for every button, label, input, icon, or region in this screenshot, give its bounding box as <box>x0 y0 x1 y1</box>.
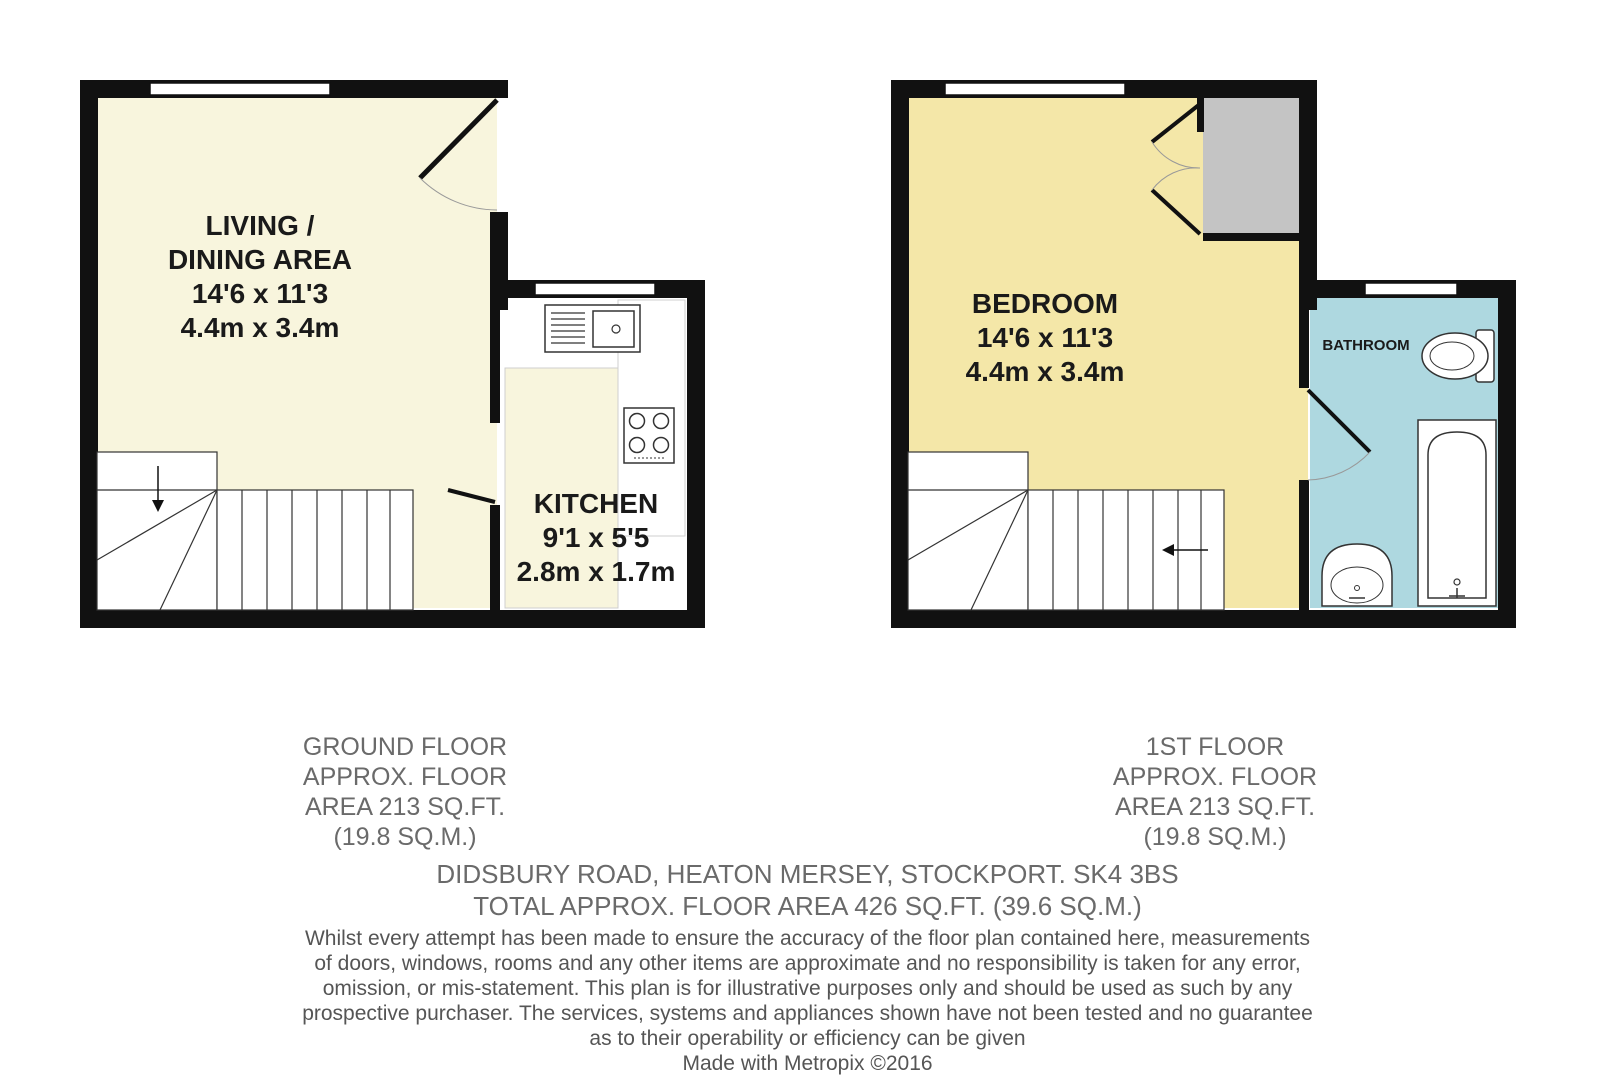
disclaimer-line: Whilst every attempt has been made to ensure the accuracy of the floor plan contained here, measurements <box>304 927 1311 950</box>
cupboard <box>1203 97 1308 233</box>
ground-floor-plan <box>80 80 705 628</box>
kitchen-window <box>535 283 655 295</box>
property-address: DIDSBURY ROAD, HEATON MERSEY, STOCKPORT. SK4 3BS <box>436 859 1179 889</box>
disclaimer-line: as to their operability or efficiency can be given <box>589 1027 1026 1050</box>
bathroom-name: BATHROOM <box>1322 337 1410 354</box>
ground-floor-caption-line: GROUND FLOOR <box>302 733 508 761</box>
disclaimer <box>0 926 1615 1076</box>
hob <box>624 408 674 463</box>
living-area-dims-imperial: 14'6 x 11'3 <box>191 278 329 309</box>
first-wall-bottom <box>891 610 1516 628</box>
kitchen-name: KITCHEN <box>533 488 659 519</box>
first-window-top <box>945 83 1125 95</box>
total-floor-area: TOTAL APPROX. FLOOR AREA 426 SQ.FT. (39.6 SQ.M.) <box>473 891 1142 921</box>
living-area-dims-metric: 4.4m x 3.4m <box>180 312 340 343</box>
first-floor-plan <box>891 80 1516 628</box>
ground-window-top <box>150 83 330 95</box>
first-floor-caption-line: 1ST FLOOR <box>1145 733 1285 761</box>
sink <box>545 305 640 352</box>
first-wall-right-upper <box>1299 80 1317 310</box>
ground-floor-caption-line: APPROX. FLOOR <box>302 763 508 791</box>
kitchen-wall-right <box>687 280 705 628</box>
bedroom-name: BEDROOM <box>971 288 1119 319</box>
kitchen-dims-imperial: 9'1 x 5'5 <box>542 522 650 553</box>
disclaimer-line: omission, or mis-statement. This plan is for illustrative purposes only and should be used as such by any <box>322 977 1293 1000</box>
kitchen-partition <box>490 298 500 423</box>
living-area-name-line1: LIVING / <box>205 210 315 241</box>
first-floor-caption <box>1030 732 1400 852</box>
bathtub <box>1418 420 1496 606</box>
ground-wall-left <box>80 80 98 628</box>
bathroom-window <box>1365 283 1457 295</box>
credit-line: Made with Metropix ©2016 <box>682 1052 933 1075</box>
disclaimer-line: prospective purchaser. The services, systems and appliances shown have not been tested and no guarantee <box>302 1002 1313 1025</box>
bedroom-dims-metric: 4.4m x 3.4m <box>965 356 1125 387</box>
first-floor-caption-line: (19.8 SQ.M.) <box>1143 823 1287 851</box>
kitchen-dims-metric: 2.8m x 1.7m <box>516 556 676 587</box>
cupboard-wall-left-top <box>1197 97 1204 132</box>
kitchen-partition-lower <box>490 505 500 610</box>
ground-floor-caption-line: (19.8 SQ.M.) <box>333 823 477 851</box>
bathroom-wall-right <box>1498 280 1516 628</box>
bathroom-partition-upper <box>1299 298 1309 388</box>
disclaimer-line: of doors, windows, rooms and any other items are approximate and no responsibility is taken for any error, <box>314 952 1301 975</box>
first-wall-left <box>891 80 909 628</box>
bathroom-partition-lower <box>1299 480 1309 610</box>
ground-floor-caption <box>220 732 590 852</box>
living-area-name-line2: DINING AREA <box>167 244 353 275</box>
first-floor-caption-line: APPROX. FLOOR <box>1112 763 1318 791</box>
cupboard-wall-bottom <box>1203 233 1309 241</box>
bedroom-dims-imperial: 14'6 x 11'3 <box>976 322 1114 353</box>
property-summary <box>0 858 1615 922</box>
ground-floor-caption-line: AREA 213 SQ.FT. <box>304 793 506 821</box>
first-floor-caption-line: AREA 213 SQ.FT. <box>1114 793 1316 821</box>
wash-basin <box>1322 544 1392 606</box>
ground-wall-bottom <box>80 610 705 628</box>
